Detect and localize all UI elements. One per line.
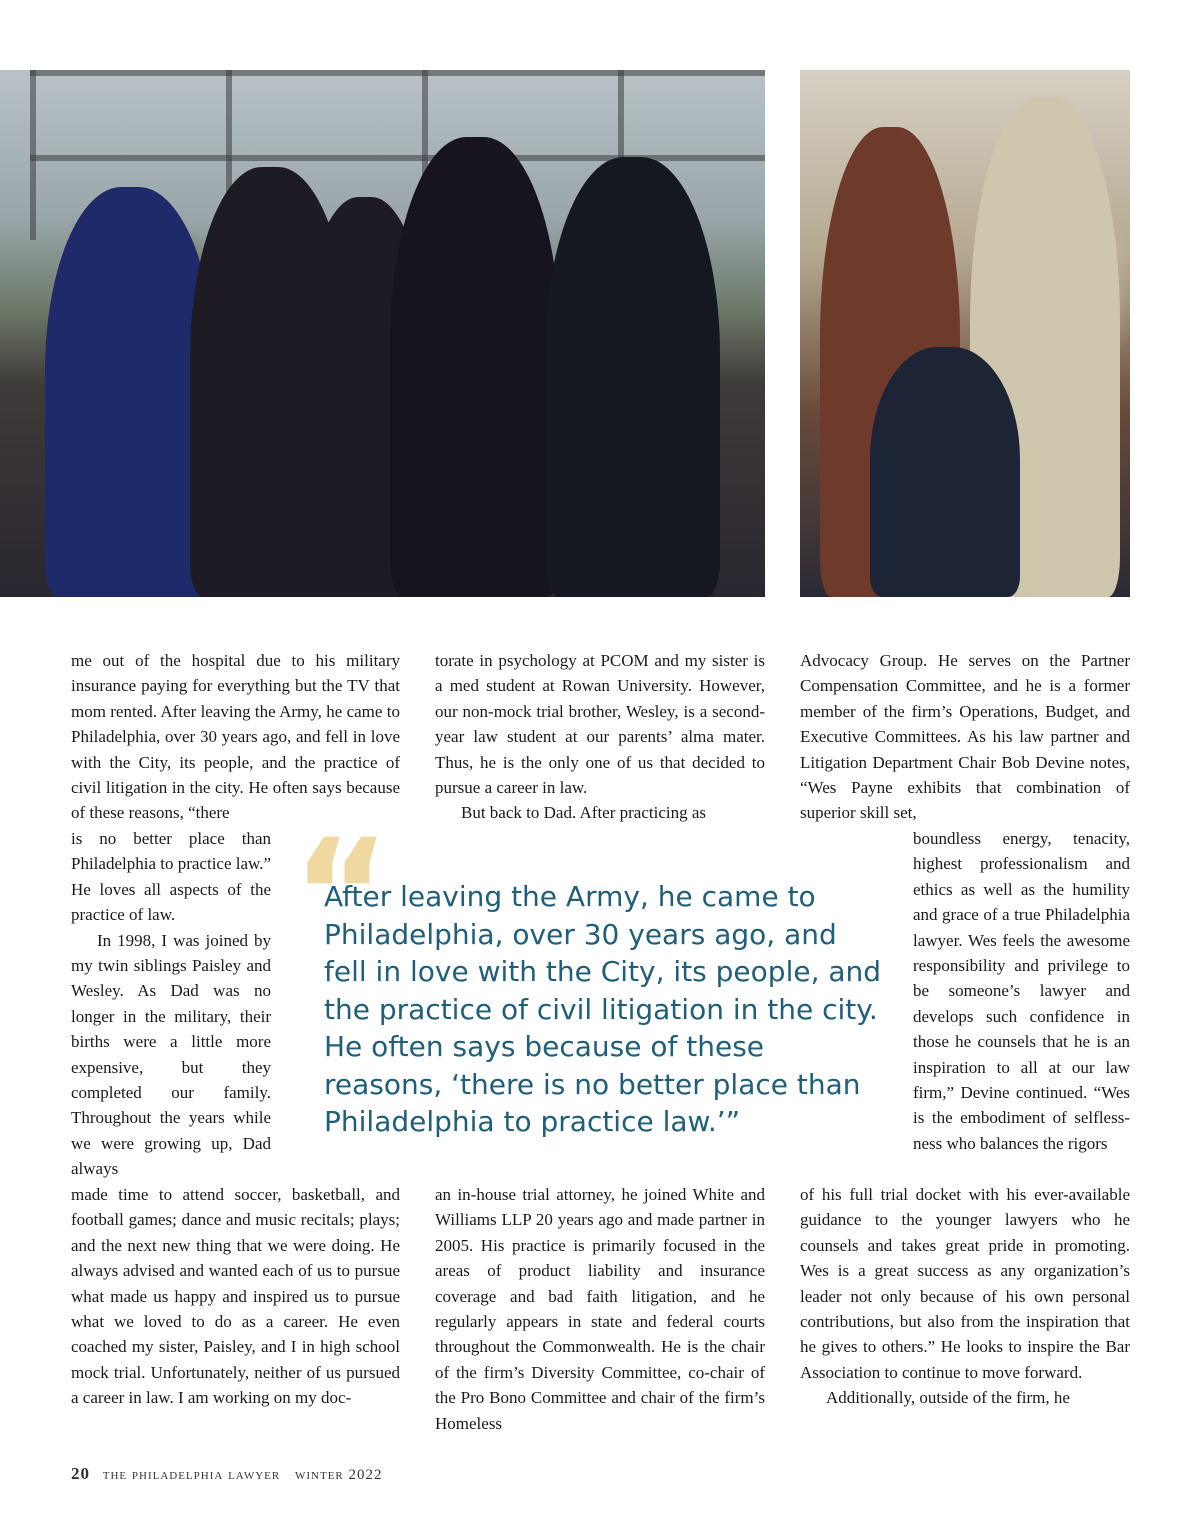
quote-mark-icon: “ [292, 808, 391, 982]
paragraph: Additionally, outside of the firm, he [826, 1388, 1070, 1408]
page-number: 20 [71, 1464, 90, 1483]
article-column-1-middle [71, 826, 271, 1182]
article-column-3-top [800, 648, 1130, 826]
article-column-1-bottom [71, 1182, 400, 1411]
article-column-2-top [435, 648, 765, 826]
person-silhouette [545, 157, 720, 597]
paragraph: Advocacy Group. He serves on the Partner Compensation Committee, and he is a former member of the firm’s Operations, Budget, and Executive Committees. As his law partner and Litigation Department Chair Bob Devine notes, “Wes Payne exhibits that combination of superior skill set, [800, 651, 1130, 823]
article-column-2-bottom [435, 1182, 765, 1436]
paragraph: me out of the hospital due to his military insurance paying for everything but the TV that mom rented. After leaving the Army, he came to Philadelphia, over 30 years ago, and fell in love with the City, its people, and the practice of civil litigation in the city. He often says because of these reasons, “there [71, 651, 400, 823]
person-silhouette [870, 347, 1020, 597]
family-graduation-photo [0, 70, 765, 597]
paragraph: an in-house trial attorney, he joined White and Williams LLP 20 years ago and made partner in 2005. His practice is primarily focused in the areas of product liability and insurance coverage and bad faith litigation, and he regularly appears in state and federal courts throughout the Commonwealth. He is the chair of the firm’s Diversity Committee, co-chair of the Pro Bono Committee and chair of the firm’s Homeless [435, 1185, 765, 1433]
paragraph: made time to attend soccer, basketball, and football games; dance and music recitals; plays; and the next new thing that we were doing. He always advised and wanted each of us to pursue what made us happy and inspired us to pursue what we loved to do as a career. He even coached my sister, Paisley, and I in high school mock trial. Unfortunately, neither of us pursued a career in law. I am working on my doc- [71, 1185, 400, 1408]
paragraph: boundless energy, tenacity, highest professionalism and ethics as well as the humility and grace of a true Philadelphia lawyer. Wes feels the awesome responsibility and privilege to be someone’s lawyer and develops such confidence in those he counsels that he is an inspiration to all at our law firm,” Devine continued. “Wes is the embodiment of selflessness who balances the rigors [913, 829, 1130, 1153]
page-footer [71, 1464, 383, 1484]
magazine-title: the philadelphia lawyer [102, 1467, 281, 1483]
issue-date: winter 2022 [295, 1467, 383, 1483]
person-silhouette [390, 137, 560, 597]
article-column-3-bottom [800, 1182, 1130, 1411]
paragraph: In 1998, I was joined by my twin siblings Paisley and Wesley. As Dad was no longer in the military, their births were a little more expensive, but they completed our family. Throughout the years while we were growing up, Dad always [71, 930, 271, 1179]
article-column-1-top [71, 648, 400, 826]
family-with-cats-photo [800, 70, 1130, 597]
pull-quote: After leaving the Army, he came to Philadelphia, over 30 years ago, and fell in love with the City, its people, and the practice of civil litigation in the city. He often says because of these reasons, ‘there is no better place than Philadelphia to practice law.’” [324, 880, 882, 1138]
paragraph: But back to Dad. After practicing as [461, 803, 707, 823]
paragraph: torate in psychology at PCOM and my sister is a med student at Rowan University. However, our non-mock trial brother, Wesley, is a second-year law student at our parents’ alma mater. Thus, he is the only one of us that decided to pursue a career in law. [435, 651, 765, 798]
article-column-3-middle [913, 826, 1130, 1156]
paragraph: of his full trial docket with his ever-available guidance to the younger lawyers who he counsels and takes great pride in promoting. Wes is a great success as any organization’s leader not only because of his own personal contributions, but also from the inspiration that he gives to others.” He looks to inspire the Bar Association to continue to move forward. [800, 1185, 1130, 1382]
paragraph: is no better place than Philadelphia to practice law.” He loves all aspects of the practice of law. [71, 829, 271, 925]
